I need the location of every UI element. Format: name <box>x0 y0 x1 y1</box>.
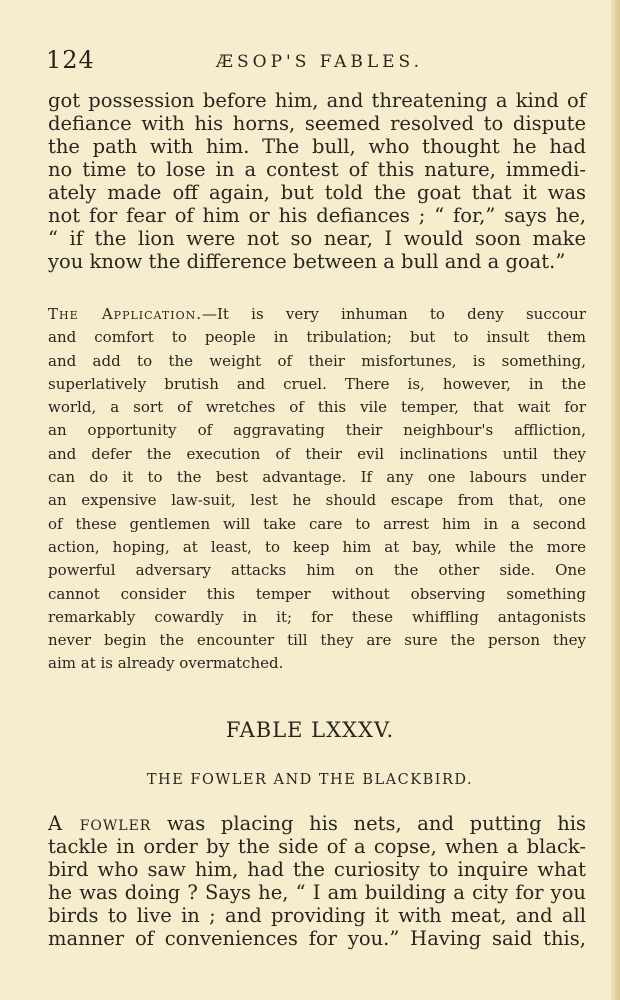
application-paragraph <box>48 303 586 676</box>
text-line: never begin the encounter till they are sure the person they <box>48 631 586 650</box>
text-line: and comfort to people in tribulation; but to insult them <box>48 328 586 347</box>
text-line: action, hoping, at least, to keep him at bay, while the more <box>48 537 586 556</box>
application-heading: The Application. <box>48 305 202 323</box>
text-line: defiance with his horns, seemed resolved to dispute <box>48 112 586 135</box>
fable-title: FABLE LXXXV. <box>225 718 395 742</box>
fable-subtitle: THE FOWLER AND THE BLACKBIRD. <box>146 772 474 788</box>
text-line: got possession before him, and threatening a kind of <box>48 89 586 112</box>
fable-continuation-paragraph <box>48 89 586 273</box>
application-first-line: —It is very inhuman to deny succour <box>201 305 586 323</box>
text-line: cannot consider this temper without observing something <box>48 584 586 603</box>
text-line: ately made off again, but told the goat that it was <box>48 181 586 204</box>
text-line: an expensive law-suit, lest he should escape from that, one <box>48 491 586 510</box>
text-line: of these gentlemen will take care to arrest him in a second <box>48 514 586 533</box>
text-line: tackle in order by the side of a copse, when a black- <box>48 835 586 858</box>
fable-first-line: was placing his nets, and putting his <box>151 812 587 835</box>
running-title: ÆSOP'S FABLES. <box>216 52 423 72</box>
text-line: manner of conveniences for you.” Having said this, <box>48 927 586 950</box>
text-line: not for fear of him or his defiances ; “ for,” says he, <box>48 204 586 227</box>
text-line: he was doing ? Says he, “ I am building a city for you <box>48 881 586 904</box>
text-line: an opportunity of aggravating their neighbour's affliction, <box>48 421 586 440</box>
text-line: and defer the execution of their evil inclinations until they <box>48 444 586 463</box>
fable-paragraph <box>48 812 586 950</box>
page-header <box>46 46 586 76</box>
text-line: no time to lose in a contest of this nature, immedi- <box>48 158 586 181</box>
fable-opening-word: A fowler <box>48 812 152 835</box>
page-edge <box>611 0 620 1000</box>
text-line: birds to live in ; and providing it with meat, and all <box>48 904 586 927</box>
text-line: and add to the weight of their misfortunes, is something, <box>48 351 586 370</box>
text-line: superlatively brutish and cruel. There is, however, in the <box>48 374 586 393</box>
text-line: the path with him. The bull, who thought he had <box>48 135 586 158</box>
text-line: “ if the lion were not so near, I would soon make <box>48 227 586 250</box>
text-line <box>48 303 586 326</box>
text-line: bird who saw him, had the curiosity to inquire what <box>48 858 586 881</box>
text-line <box>48 812 586 835</box>
text-line: remarkably cowardly in it; for these whiffling antagonists <box>48 607 586 626</box>
text-line: powerful adversary attacks him on the other side. One <box>48 561 586 580</box>
page-number: 124 <box>46 46 95 74</box>
text-line: world, a sort of wretches of this vile temper, that wait for <box>48 398 586 417</box>
text-line: you know the difference between a bull and a goat.” <box>48 250 566 273</box>
text-line: can do it to the best advantage. If any one labours under <box>48 468 586 487</box>
text-line: aim at is already overmatched. <box>48 654 284 673</box>
